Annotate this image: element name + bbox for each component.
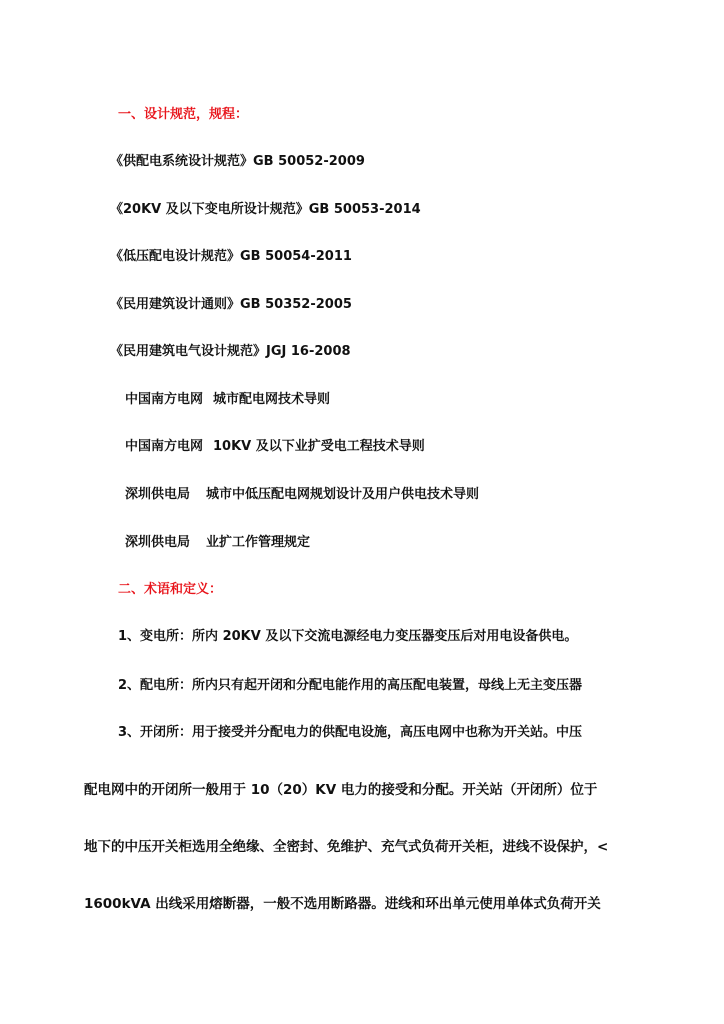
standard-item: 《民用建筑设计通则》GB 50352-2005 [110, 297, 352, 312]
standard-item: 《低压配电设计规范》GB 50054-2011 [110, 249, 352, 264]
definition-item: 1、变电所：所内 20KV 及以下交流电源经电力变压器变压后对用电设备供电。 [118, 629, 578, 644]
terms-heading: 二、术语和定义： [118, 582, 223, 597]
guide-title: 城市中低压配电网规划设计及用户供电技术导则 [206, 487, 480, 502]
org-name: 中国南方电网 [125, 392, 204, 407]
definition-continuation: 配电网中的开闭所一般用于 10（20）KV 电力的接受和分配。开关站（开闭所）位于 [84, 782, 598, 798]
standard-item: 《民用建筑电气设计规范》JGJ 16-2008 [110, 344, 351, 359]
org-guide-item [125, 486, 479, 504]
org-guide-item [125, 438, 425, 456]
definition-item: 2、配电所：所内只有起开闭和分配电能作用的高压配电装置，母线上无主变压器 [118, 678, 583, 693]
standard-item: 《20KV 及以下变电所设计规范》GB 50053-2014 [110, 202, 421, 217]
org-name: 中国南方电网 [125, 439, 204, 454]
definition-item: 3、开闭所：用于接受并分配电力的供配电设施，高压电网中也称为开关站。中压 [118, 725, 583, 740]
guide-title: 10KV 及以下业扩受电工程技术导则 [213, 439, 425, 454]
guide-title: 城市配电网技术导则 [213, 392, 331, 407]
org-guide-item [125, 391, 330, 409]
org-name: 深圳供电局 [125, 535, 191, 550]
definition-continuation: 地下的中压开关柜选用全绝缘、全密封、免维护、充气式负荷开关柜，进线不设保护，< [84, 839, 609, 855]
standard-item: 《供配电系统设计规范》GB 50052-2009 [110, 154, 365, 169]
org-guide-item [125, 534, 310, 552]
org-name: 深圳供电局 [125, 487, 191, 502]
spec-heading: 一、设计规范，规程： [118, 107, 249, 122]
definition-continuation: 1600kVA 出线采用熔断器，一般不选用断路器。进线和环出单元使用单体式负荷开关 [84, 896, 601, 912]
guide-title: 业扩工作管理规定 [206, 535, 311, 550]
